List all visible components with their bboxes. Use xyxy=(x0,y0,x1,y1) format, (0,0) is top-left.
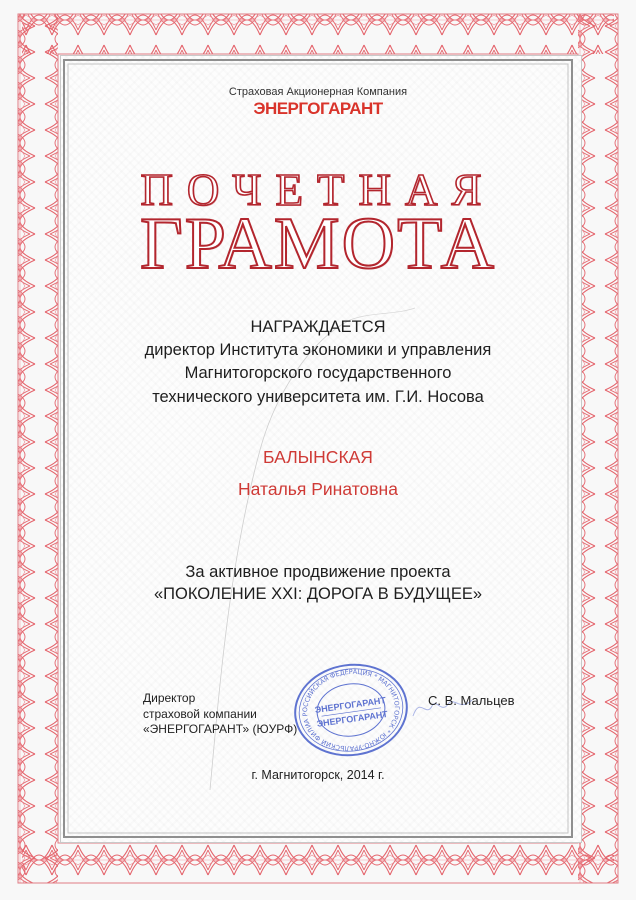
place-and-date: г. Магнитогорск, 2014 г. xyxy=(251,768,385,782)
position-line-3: технического университета им. Г.И. Носова xyxy=(152,388,484,406)
recipient-surname: БАЛЫНСКАЯ xyxy=(263,447,373,467)
reason-line-1: За активное продвижение проекта xyxy=(185,563,451,581)
stamp-center-text: ЭНЕРГОГАРАНТ xyxy=(314,695,387,715)
round-seal-icon xyxy=(287,660,415,760)
signatory-title-line-2: страховой компании xyxy=(143,706,257,721)
position-line-2: Магнитогорского государственного xyxy=(184,364,452,382)
company-subtitle: Страховая Акционерная Компания xyxy=(228,86,408,98)
award-heading: НАГРАЖДАЕТСЯ xyxy=(250,318,386,336)
signatory-title xyxy=(143,691,297,738)
reason-line-2: «ПОКОЛЕНИЕ XXI: ДОРОГА В БУДУЩЕЕ» xyxy=(153,585,483,603)
signatory-title-line-3: «ЭНЕРГОГАРАНТ» (ЮУРФ) xyxy=(143,722,298,736)
certificate-title-line1: ПОЧЕТНАЯ xyxy=(140,165,496,215)
position-line-1: директор Института экономики и управления xyxy=(144,341,492,359)
signatory-name: С. В. Мальцев xyxy=(428,693,515,708)
certificate-title-line2: ГРАМОТА xyxy=(139,203,497,285)
signatory-title-line-1: Директор xyxy=(143,691,196,705)
company-name: ЭНЕРГОГАРАНТ xyxy=(253,99,383,118)
recipient-given-names: Наталья Ринатовна xyxy=(238,479,398,499)
svg-text:РОССИЙСКАЯ ФЕДЕРАЦИЯ * МАГНИТО: РОССИЙСКАЯ ФЕДЕРАЦИЯ * МАГНИТОГОРСК * ЮЖНО-УРАЛЬСКИЙ ФИЛИАЛ xyxy=(301,667,401,753)
stamp-center-text-lower: ЭНЕРГОГАРАНТ xyxy=(316,708,389,729)
